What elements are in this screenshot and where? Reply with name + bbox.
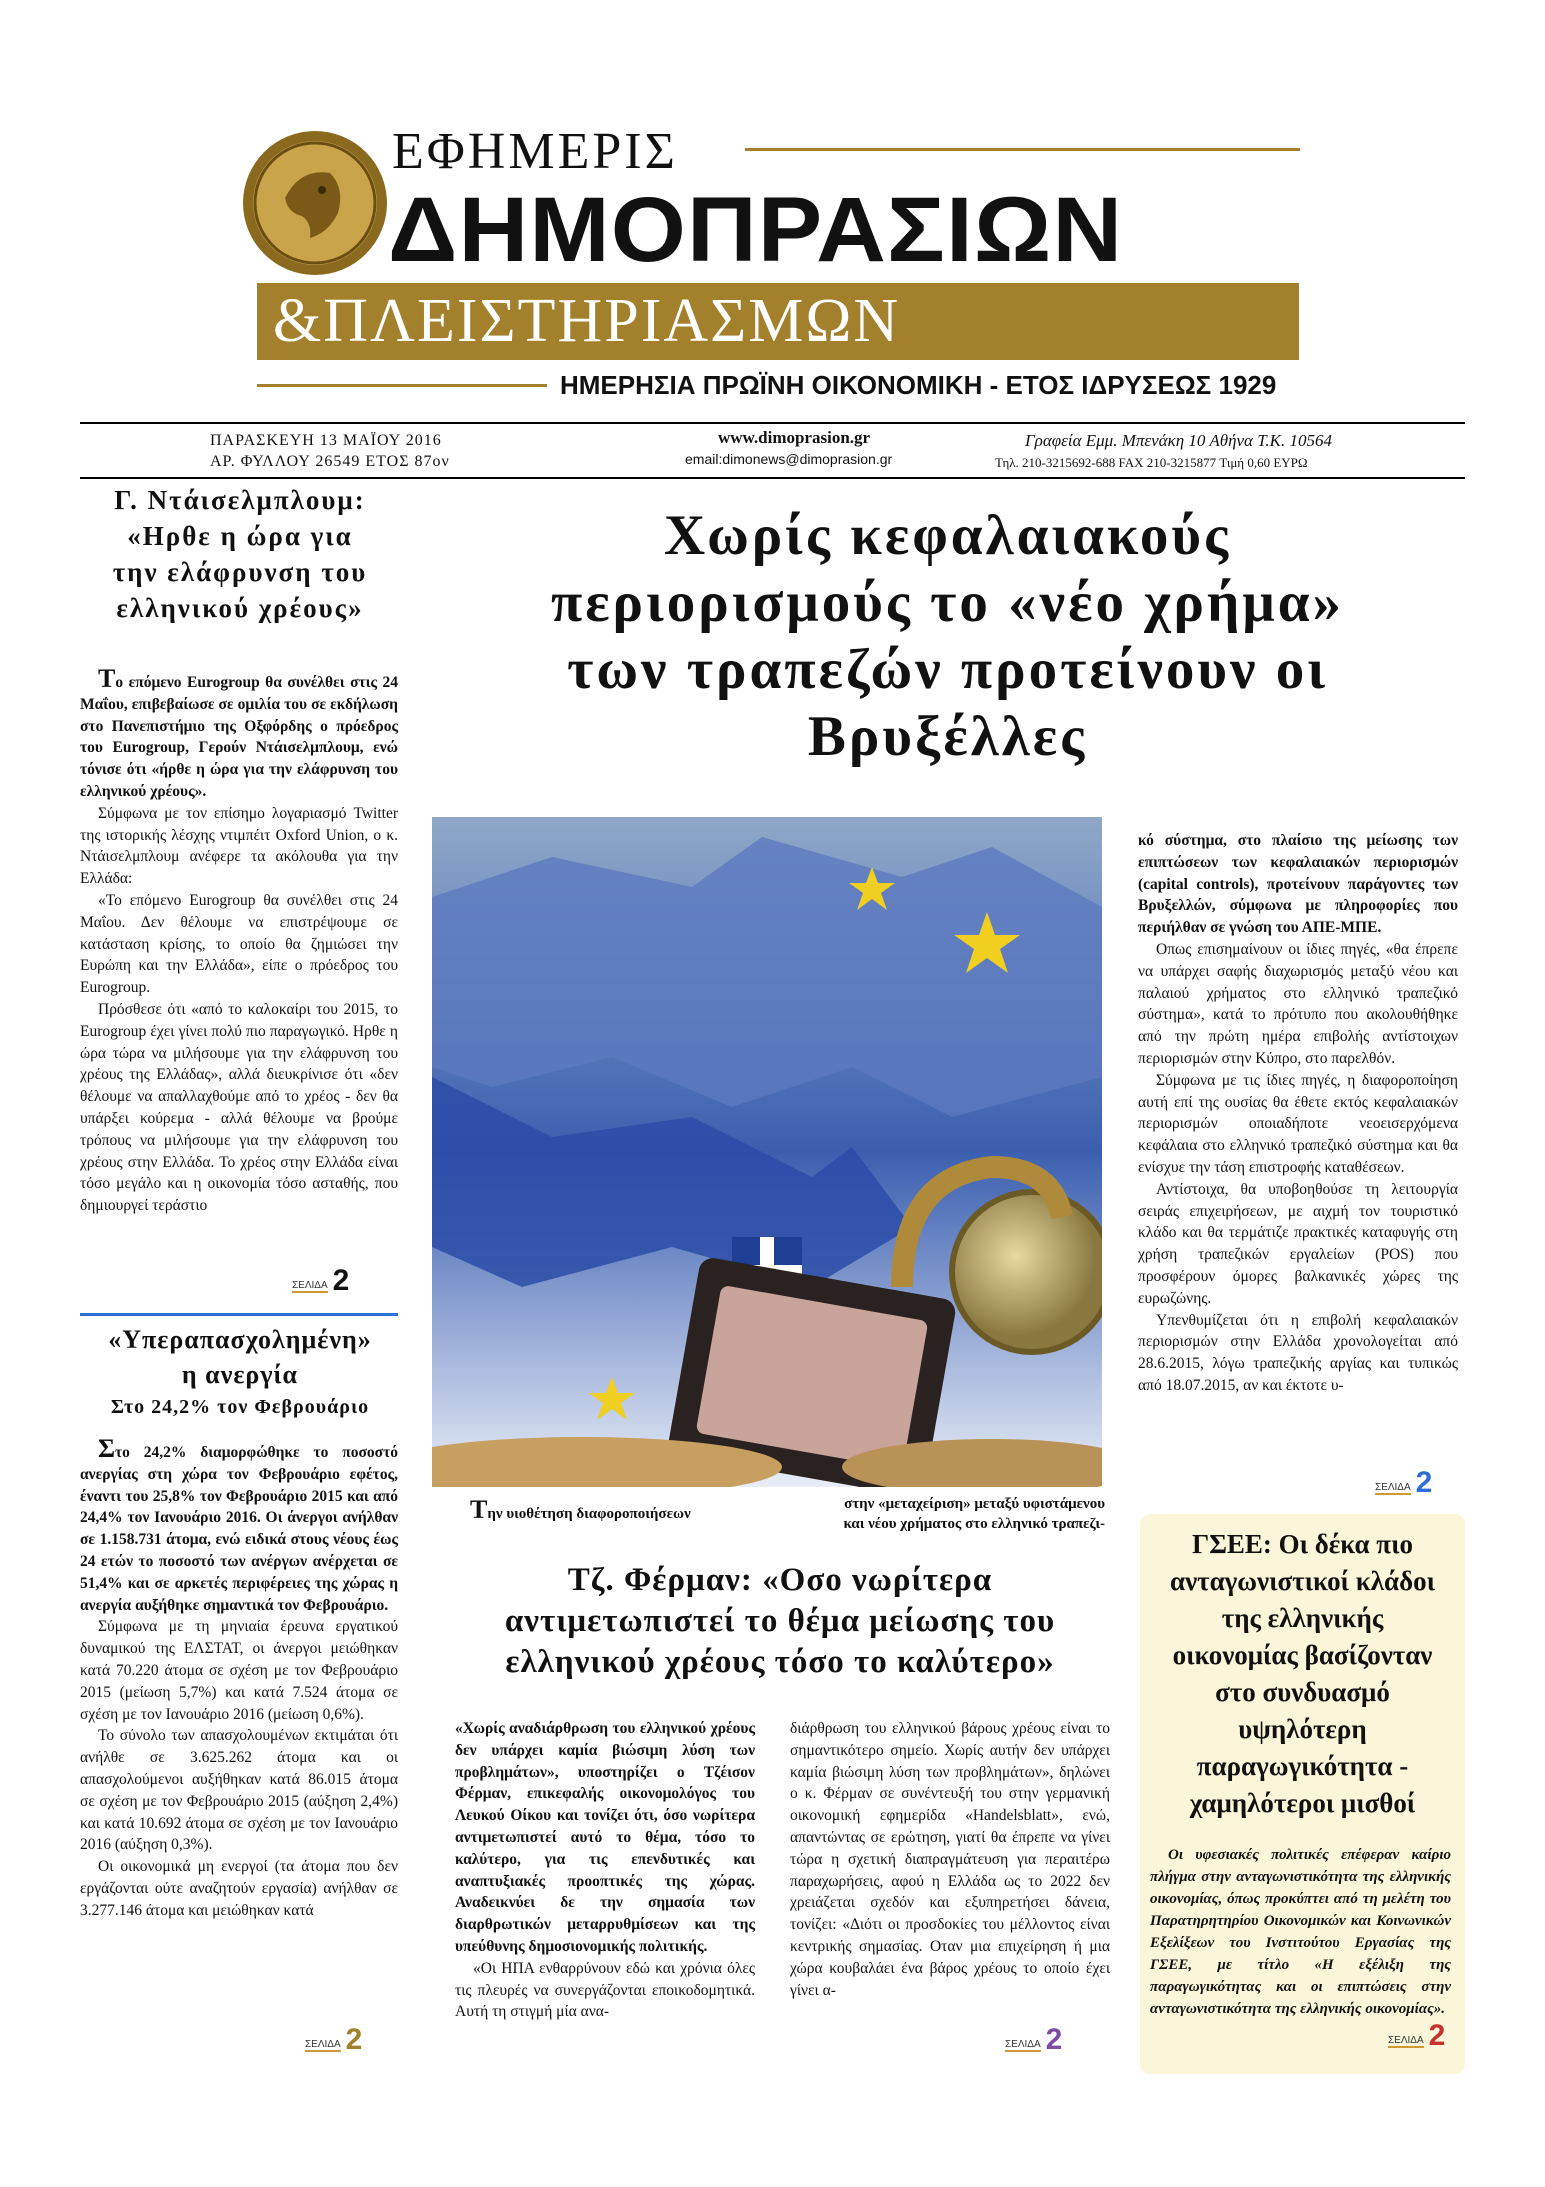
ferman-page-number: 2 [1045,2023,1063,2056]
gsee-heading-line: οικονομίας βασίζονταν [1172,1640,1433,1670]
left2-heading-line: η ανεργία [181,1360,299,1389]
info-bottom-rule [80,477,1465,479]
gsee-heading-line: ανταγωνιστικοί κλάδοι [1170,1566,1435,1596]
ferman-col2-paragraph: διάρθρωση του ελληνικού βάρους χρέους είναι το σημαντικότερο σημείο. Χωρίς αυτήν δεν υπάρχει καμία βιώσιμη λύση των προβλημάτων», δηλώνει ο κ. Φέρμαν σε συνέντευξή του στην γερμανική οικονομική εφημερίδα «Handelsblatt», ενώ, απαντώντας σε ερώτηση, γιατί θα έπρεπε να γίνει τώρα η σχετική διαπραγμάτευση για περαιτέρω παραχωρήσεις, αφού η Ελλάδα ως το 2022 δεν χρειάζεται σχεδόν και εξυπηρετήσει δάνεια, τονίζει: «Διότι οι προσδοκίες του μέλλοντος είναι κεντρικής σημασίας. Οταν μια επιχείρηση ή μια χώρα κουβαλάει ένα βάρος χρέους το οποίο έχει γίνει α- [790,1720,1110,1999]
caption-right-line1: στην «μεταχείριση» μεταξύ υφιστάμενου [844,1496,1105,1512]
page-tag-icon: ΣΕΛΙΔΑ [1375,1481,1411,1493]
ferman-col2 [790,1718,1110,2001]
caption-left-text: ην υιοθέτηση διαφοροποιήσεων [487,1506,691,1522]
main-right-column [1138,830,1458,1397]
contact-phones: Τηλ. 210-3215692-688 FAX 210-3215877 Τιμή 0,60 ΕΥΡΩ [995,455,1308,470]
ferman-col1-paragraph: «Χωρίς αναδιάρθρωση του ελληνικού χρέους δεν υπάρχει καμία βιώσιμη λύση των προβλημάτων», υποστηρίζει ο Τζέισον Φέρμαν, επικεφαλής οικονομολόγος του Λευκού Οίκου και τονίζει ότι, όσο νωρίτερα αντιμετωπιστεί αυτό το θέμα, τόσο το καλύτερο, για τις επενδυτικές και αναπτυξιακές προοπτικές της χώρας. Αναδεικνύει δε την σημασία των διαρθρωτικών μεταρρυθμίσεων και της υπεύθυνης δημοσιονομικής πολιτικής. [455,1720,755,1955]
left2-see-page[interactable] [305,2023,362,2057]
main-right-paragraph: Αντίστοιχα, θα υποβοηθούσε τη λειτουργία σειράς επιχειρήσεων, με αιχμή τον τουριστικό κλάδο και θα τερμάτιζε πρακτικές καταφυγής στη χρήση τραπεζικών εργαλείων (POS) που προσφέρουν όμορες βαλκανικές χώρες της ευρωζώνης. [1138,1180,1458,1307]
photo-illustration [432,817,1102,1487]
gsee-heading-line: χαμηλότεροι μισθοί [1189,1788,1416,1818]
gsee-heading-line: υψηλότερη [1238,1714,1367,1744]
left1-heading-line: την ελάφρυνση του [112,557,368,587]
main-headline-line: των τραπεζών προτείνουν οι [567,638,1328,701]
main-page-number: 2 [1415,1466,1433,1499]
left2-body [80,1434,398,1922]
left2-paragraph: Το σύνολο των απασχολουμένων εκτιμάται ότι ανήλθε σε 3.625.262 άτομα και οι απασχολούμενοι αυξήθηκαν κατά 86.015 άτομα σε σχέση με τον Φεβρουάριο 2015 (αύξηση 2,4%) και κατά 10.692 άτομα σε σχέση με τον Ιανουάριο 2016 (αύξηση 0,3%). [80,1727,398,1854]
caption-right-line2: και νέου χρήματος στο ελληνικό τραπεζι- [843,1516,1105,1532]
left2-paragraph: Σύμφωνα με τη μηνιαία έρευνα εργατικού δυναμικού της ΕΛΣΤΑΤ, οι άνεργοι μειώθηκαν κατά 70.220 άτομα σε σχέση με τον Φεβρουάριο 2015 (μείωση 5,7%) και κατά 7.524 άτομα σε σχέση με τον Ιανουάριο 2016 (μείωση 0,6%). [80,1618,398,1723]
main-headline-line: Χωρίς κεφαλαιακούς [663,504,1232,567]
page-tag-icon: ΣΕΛΙΔΑ [1005,2038,1041,2050]
gsee-heading-line: της ελληνικής [1221,1603,1384,1633]
masthead-coin-logo [240,128,390,278]
masthead-title: ΔΗΜΟΠΡΑΣΙΩΝ [388,179,1124,281]
office-address: Γραφεία Εμμ. Μπενάκη 10 Αθήνα Τ.Κ. 10564 [1025,431,1333,450]
main-right-paragraph: Υπενθυμίζεται ότι η επιβολή κεφαλαιακών περιορισμών στην Ελλάδα χρονολογείται από 28.6.2015, λόγω τραπεζικής αργίας και τυπικώς από 18.07.2015, αν και έκτοτε υ- [1138,1311,1458,1394]
main-photo [432,817,1102,1487]
ferman-col1 [455,1718,755,2023]
left1-paragraph: «Το επόμενο Eurogroup θα συνέλθει στις 24 Μαΐου. Δεν θέλουμε να επιστρέψουμε σε κατάσταση κρίσης, το οποίο θα ζημιώσει την Ευρώπη και την Ελλάδα», είπε ο πρόεδρος του Eurogroup. [80,891,398,997]
ferman-col1-paragraph: «Οι ΗΠΑ ενθαρρύνουν εδώ και χρόνια όλες τις πλευρές να συνεργάζονται εποικοδομητικά. Αυτή τη στιγμή μία ανα- [455,1959,755,2021]
main-see-page[interactable] [1375,1466,1432,1500]
main-headline [430,502,1465,770]
main-right-paragraph: κό σύστημα, στο πλαίσιο της μείωσης των επιπτώσεων των κεφαλαιακών περιορισμών (capital controls), προτείνουν παράγοντες των Βρυξελλών, σύμφωνα με πληροφορίες που περιήλθαν σε γνώση του ΑΠΕ-ΜΠΕ. [1138,832,1458,937]
email-link[interactable]: email:dimonews@dimoprasion.gr [685,451,893,467]
gsee-heading-line: στο συνδυασμό [1215,1677,1390,1707]
left2-paragraph: Οι οικονομικά μη ενεργοί (τα άτομα που δεν εργάζονται ούτε αναζητούν εργασία) ανήλθαν σε 3.277.146 άτομα και μειώθηκαν κατά [80,1858,398,1919]
left1-paragraph: Πρόσθεσε ότι «από το καλοκαίρι του 2015, το Eurogroup έχει γίνει πολύ πιο παραγωγικό. Ηρθε η ώρα τώρα να μιλήσουμε για την ελάφρυνση του χρέους της Ελλάδας», αλλά διευκρίνισε ότι «δεν θέλουμε να απαλλαχθούμε από το χρέος - δεν θα υπάρξει κούρεμα - αλλά θέλουμε να βρούμε τρόπους να μιλήσουμε για την ελάφρυνση του χρέους στην Ελλάδα. Το χρέος στην Ελλάδα είναι τόσο μεγάλο και η οικονομία τόσο ασταθής, που δημιουργεί τεράστιο [80,1000,398,1215]
gsee-heading [1140,1526,1465,1822]
masthead-tagline: ΗΜΕΡΗΣΙΑ ΠΡΩΪΝΗ ΟΙΚΟΝΟΜΙΚΗ - ΕΤΟΣ ΙΔΡΥΣΕΩΣ 1929 [560,370,1277,400]
gsee-body: Οι υφεσιακές πολιτικές επέφεραν καίριο πλήγμα στην ανταγωνιστικότητα της ελληνικής οικονομίας, όπως προκύπτει από τη μελέτη του Παρατηρητηρίου Οικονομικών και Κοινωνικών Εξελίξεων του Ινστιτούτου Εργασίας της ΓΣΕΕ, με τίτλο «Η εξέλιξη της παραγωγικότητας και οι επιπτώσεις στην ανταγωνιστικότητα της ελληνικής οικονομίας». [1150,1847,1451,2017]
main-headline-line: περιορισμούς το «νέο χρήμα» [550,571,1345,634]
main-right-paragraph: Σύμφωνα με τις ίδιες πηγές, η διαφοροποίηση αυτή επί της ουσίας θα έθετε εκτός κεφαλαιακών περιορισμών οποιαδήποτε νεοεισερχόμενα κεφάλαια στο ελληνικό τραπεζικό σύστημα και θα ενίσχυε την τάση επιστροφής καταθέσεων. [1138,1071,1458,1176]
left1-heading-line: ελληνικού χρέους» [116,593,364,623]
left2-subheading: Στο 24,2% τον Φεβρουάριο [110,1396,370,1418]
masthead-line1: ΕΦΗΜΕΡΙΣ [392,123,678,180]
ferman-heading-line: ελληνικού χρέους τόσο το καλύτερο» [505,1644,1055,1680]
tagline-rule [257,384,547,387]
left2-page-number: 2 [345,2023,363,2056]
main-headline-line: Βρυξέλλες [807,705,1088,768]
left1-heading-line: «Ηρθε η ώρα για [127,521,353,551]
left2-heading [80,1322,400,1392]
issue-number: ΑΡ. ΦΥΛΛΟΥ 26549 ΕΤΟΣ 87ον [210,453,450,470]
ferman-heading [430,1560,1130,1683]
info-top-rule [80,422,1465,424]
gsee-heading-line: ΓΣΕΕ: Οι δέκα πιο [1192,1529,1413,1559]
ferman-heading-line: αντιμετωπιστεί το θέμα μείωσης του [504,1603,1056,1639]
left1-paragraph: Το επόμενο Eurogroup θα συνέλθει στις 24 Μαΐου, επιβεβαίωσε σε ομιλία του σε εκδήλωση στο Πανεπιστήμιο της Οξφόρδης ο πρόεδρος του Eurogroup, Γερούν Ντάισελμπλουμ, ενώ τόνισε ότι «ήρθε η ώρα για την ελάφρυνση του ελληνικού χρέους». [80,664,398,800]
masthead-rule [745,148,1300,151]
page-tag-icon: ΣΕΛΙΔΑ [305,2038,341,2050]
issue-date: ΠΑΡΑΣΚΕΥΗ 13 ΜΑΪΟΥ 2016 [210,432,442,449]
ferman-see-page[interactable] [1005,2023,1062,2057]
gsee-heading-line: παραγωγικότητα - [1196,1751,1409,1781]
left2-heading-line: «Υπεραπασχολημένη» [108,1325,372,1354]
left1-see-page[interactable] [292,1264,349,1298]
left1-heading [80,482,400,626]
website-link[interactable]: www.dimoprasion.gr [718,428,871,447]
left1-body [80,664,398,1217]
gsee-page-number: 2 [1428,2019,1446,2052]
left2-paragraph: Στο 24,2% διαμορφώθηκε το ποσοστό ανεργίας στη χώρα τον Φεβρουάριο εφέτος, έναντι του 25,8% τον Φεβρουάριο 2015 και από 24,4% τον Ιανουάριο 2016. Οι άνεργοι ανήλθαν σε 1.158.731 άτομα, ενώ ειδικά στους νέους έως 24 ετών το ποσοστό των ανέργων ανέρχεται σε 51,4% και σε αρκετές περιφέρειες της χώρας η ανεργία αυξήθηκε σημαντικά τον Φεβρουάριο. [80,1434,398,1614]
ferman-heading-line: Τζ. Φέρμαν: «Οσο νωρίτερα [567,1562,993,1598]
page-tag-icon: ΣΕΛΙΔΑ [292,1279,328,1291]
photo-caption-right [795,1494,1105,1534]
left1-heading-line: Γ. Ντάισελμπλουμ: [114,485,366,515]
left1-page-number: 2 [332,1264,350,1297]
main-right-paragraph: Οπως επισημαίνουν οι ίδιες πηγές, «θα έπρεπε να υπάρχει σαφής διαχωρισμός μεταξύ νέου και παλαιού χρήματος στο ελληνικό τραπεζικό σύστημα», κατά το πρότυπο που ακολουθήθηκε από την πρώτη ημέρα επιβολής αντίστοιχων περιορισμών στην Κύπρο, στο παρελθόν. [1138,940,1458,1067]
masthead-subtitle: &ΠΛΕΙΣΤΗΡΙΑΣΜΩΝ [257,283,1299,360]
left-divider [80,1313,398,1316]
gsee-see-page[interactable] [1388,2019,1445,2053]
page-tag-icon: ΣΕΛΙΔΑ [1388,2034,1424,2046]
gsee-box [1140,1514,1465,2074]
photo-caption-left: Την υιοθέτηση διαφοροποιήσεων [470,1495,691,1524]
left1-paragraph: Σύμφωνα με τον επίσημο λογαριασμό Twitter της ιστορικής λέσχης ντιμπέιτ Oxford Union, ο κ. Ντάισελμπλουμ ανέφερε τα ακόλουθα για την Ελλάδα: [80,804,398,888]
